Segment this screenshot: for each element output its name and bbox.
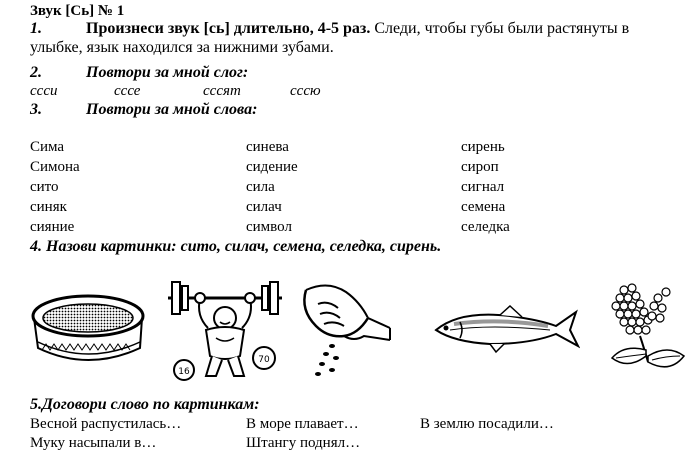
hand-seeds-picture <box>298 280 398 380</box>
weight-70-label: 70 <box>258 355 270 365</box>
strongman-picture <box>160 272 290 382</box>
word-col2-2: сидение <box>246 159 298 175</box>
task1-bold-text: Произнеси звук [сь] длительно, 4-5 раз. <box>86 20 371 37</box>
sieve-picture <box>28 280 148 370</box>
syllable-4: сссю <box>290 83 321 99</box>
task3-title: Повтори за мной слова: <box>86 101 258 118</box>
word-col2-4: силач <box>246 199 282 215</box>
word-col1-2: Симона <box>30 159 80 175</box>
word-col1-1: Сима <box>30 139 65 155</box>
sentence-3: В землю посадили… <box>420 416 554 432</box>
sentence-4: Муку насыпали в… <box>30 435 157 451</box>
word-col3-3: сигнал <box>461 179 505 195</box>
sentence-1: Весной распустилась… <box>30 416 182 432</box>
word-col3-5: селедка <box>461 219 510 235</box>
task4-heading: 4. Назови картинки: сито, силач, семена, селедка, сирень. <box>30 238 442 255</box>
word-col2-1: синева <box>246 139 289 155</box>
task5-heading: 5.Договори слово по картинкам: <box>30 396 260 413</box>
task1-number: 1. <box>30 20 42 37</box>
task1-line2: улыбке, язык находился за нижними зубами. <box>30 39 334 56</box>
task2-heading <box>30 64 248 82</box>
word-col1-5: сияние <box>30 219 75 235</box>
syllable-2: сссе <box>114 83 141 99</box>
task1-text-1: Следи, чтобы губы были растянуты в <box>370 20 630 37</box>
syllable-3: сссят <box>203 83 241 99</box>
sentence-5: Штангу поднял… <box>246 435 361 451</box>
word-col3-1: сирень <box>461 139 505 155</box>
task3-heading <box>30 101 257 119</box>
herring-picture <box>430 300 580 356</box>
task2-number: 2. <box>30 64 42 81</box>
task1-line1 <box>30 20 629 38</box>
word-col2-3: сила <box>246 179 275 195</box>
word-col1-4: синяк <box>30 199 67 215</box>
word-col1-3: сито <box>30 179 59 195</box>
word-col3-4: семена <box>461 199 506 215</box>
weight-16-label: 16 <box>178 367 190 377</box>
task2-title: Повтори за мной слог: <box>86 64 249 81</box>
lilac-picture <box>594 278 694 388</box>
syllable-1: ссси <box>30 83 58 99</box>
sentence-2: В море плавает… <box>246 416 359 432</box>
task3-number: 3. <box>30 101 42 118</box>
page-title: Звук [Сь] № 1 <box>30 3 125 19</box>
word-col3-2: сироп <box>461 159 499 175</box>
syllables-row <box>0 83 699 103</box>
word-col2-5: символ <box>246 219 292 235</box>
